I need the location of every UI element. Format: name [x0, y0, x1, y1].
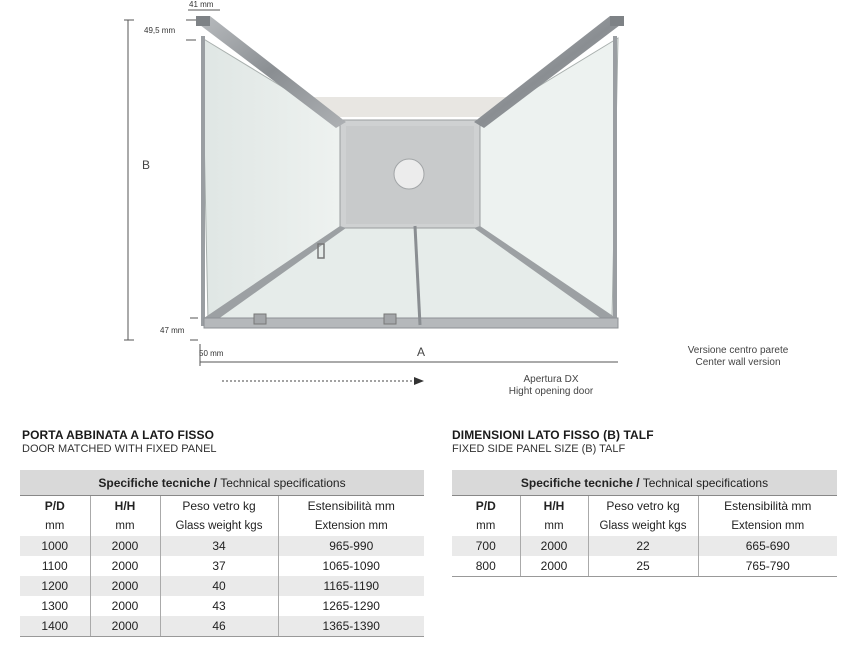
right-spec-table	[452, 470, 837, 577]
right-section-title: DIMENSIONI LATO FISSO (B) TALF	[452, 428, 654, 442]
unit-pd: mm	[476, 520, 496, 532]
col-hh: H/H	[90, 496, 160, 517]
cell-hh: 2000	[520, 536, 588, 556]
cell-weight: 37	[160, 556, 278, 576]
cell-hh: 2000	[90, 556, 160, 576]
version-caption-en: Center wall version	[695, 357, 781, 368]
opening-caption-it: Apertura DX	[523, 374, 579, 385]
cell-extension: 1365-1390	[278, 616, 424, 637]
col-extension: Estensibilità mm	[698, 496, 837, 517]
unit-hh: mm	[520, 516, 588, 536]
cell-pd: 1000	[20, 536, 90, 556]
cell-weight: 40	[160, 576, 278, 596]
table-row	[20, 536, 424, 556]
cell-pd: 800	[452, 556, 520, 577]
width-dim-label: A	[417, 345, 426, 359]
col-pd: P/D	[452, 496, 520, 517]
cell-pd: 1100	[41, 559, 68, 573]
cell-hh: 2000	[520, 556, 588, 577]
cell-pd: 1200	[20, 576, 90, 596]
version-caption	[668, 345, 808, 369]
cell-extension: 1265-1290	[278, 596, 424, 616]
cell-hh: 2000	[90, 536, 160, 556]
opening-caption-en: Hight opening door	[508, 386, 594, 397]
top-rail-width-dim: 41 mm	[189, 0, 214, 9]
column-header-row	[452, 496, 837, 517]
unit-row	[452, 516, 837, 536]
bottom-rail-width-dim: 50 mm	[199, 349, 224, 358]
unit-row	[20, 516, 424, 536]
left-section-subtitle: DOOR MATCHED WITH FIXED PANEL	[22, 443, 217, 455]
unit-extension: Extension mm	[698, 516, 837, 536]
cell-extension: 1065-1090	[278, 556, 424, 576]
cell-pd: 700	[452, 536, 520, 556]
unit-extension: Extension mm	[278, 516, 424, 536]
cell-hh: 2000	[90, 596, 160, 616]
cell-weight: 34	[160, 536, 278, 556]
opening-caption	[486, 374, 616, 398]
table-row	[20, 576, 424, 596]
cell-weight: 25	[588, 556, 698, 577]
left-spec-table	[20, 470, 424, 637]
spec-header-en: Technical specifications	[639, 475, 769, 490]
table-row	[452, 536, 837, 556]
spec-header-en: Technical specifications	[217, 475, 346, 490]
unit-hh: mm	[90, 516, 160, 536]
col-hh: H/H	[520, 496, 588, 517]
cell-extension: 1165-1190	[278, 576, 424, 596]
cell-weight: 43	[160, 596, 278, 616]
table-row	[20, 556, 424, 576]
height-dim-label: B	[142, 158, 151, 172]
cell-extension: 665-690	[698, 536, 837, 556]
unit-pd: mm	[45, 520, 65, 532]
spec-header-it: Specifiche tecniche /	[520, 475, 640, 490]
table-row	[20, 616, 424, 637]
col-weight: Peso vetro kg	[160, 496, 278, 517]
column-header-row	[20, 496, 424, 517]
table-row	[20, 596, 424, 616]
cell-weight: 46	[160, 616, 278, 637]
col-pd: P/D	[20, 496, 90, 517]
left-section-title: PORTA ABBINATA A LATO FISSO	[22, 428, 215, 442]
bottom-rail-height-dim: 47 mm	[160, 326, 185, 335]
spec-table-header	[20, 470, 424, 496]
cell-hh: 2000	[90, 616, 160, 637]
table-row	[452, 556, 837, 577]
col-weight: Peso vetro kg	[588, 496, 698, 517]
cell-weight: 22	[588, 536, 698, 556]
spec-table-header	[452, 470, 837, 496]
cell-pd: 1400	[20, 616, 90, 637]
top-rail-height-dim: 49,5 mm	[144, 26, 176, 35]
unit-weight: Glass weight kgs	[588, 516, 698, 536]
spec-header-it: Specifiche tecniche /	[98, 475, 218, 490]
cell-extension: 965-990	[278, 536, 424, 556]
version-caption-it: Versione centro parete	[687, 345, 789, 356]
cell-hh: 2000	[90, 576, 160, 596]
unit-weight: Glass weight kgs	[160, 516, 278, 536]
cell-pd: 1300	[41, 599, 69, 613]
cell-extension: 765-790	[698, 556, 837, 577]
col-extension: Estensibilità mm	[278, 496, 424, 517]
right-section-subtitle: FIXED SIDE PANEL SIZE (B) TALF	[452, 443, 626, 455]
